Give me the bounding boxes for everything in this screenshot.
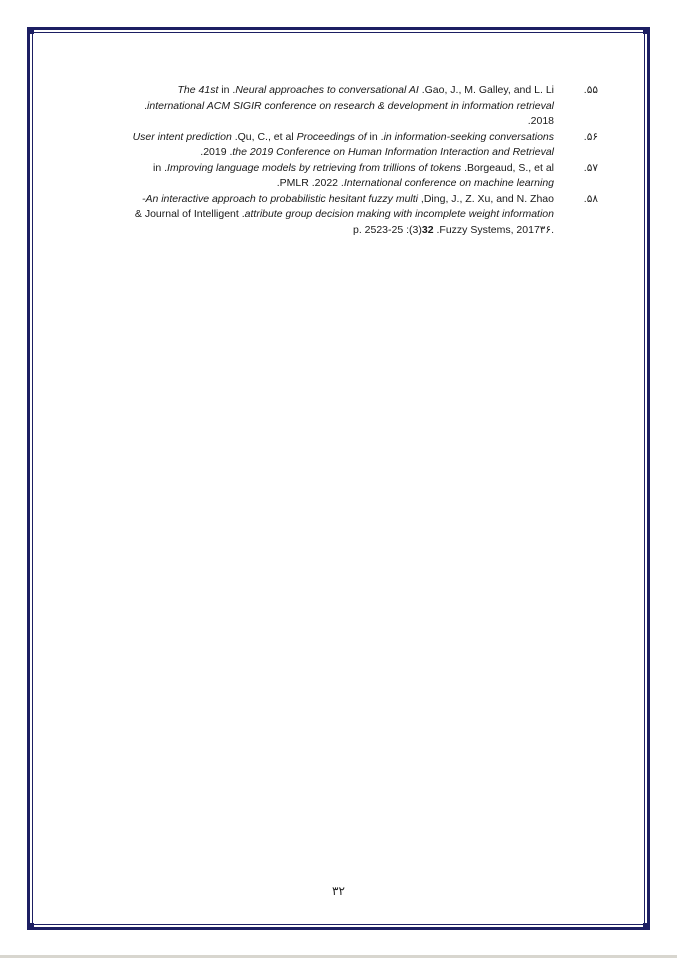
reference-number: .۵۵ <box>583 84 598 96</box>
reference-item <box>70 83 598 130</box>
reference-item <box>70 130 598 161</box>
reference-text-segment: User intent prediction <box>132 130 232 143</box>
reference-text-segment: international ACM SIGIR conference on research & development in information retrieval <box>147 99 554 112</box>
reference-text-segment: The 41st <box>177 84 219 96</box>
reference-text-segment: . in <box>218 84 236 96</box>
reference-text-segment: .۳۶ <box>539 223 554 236</box>
page-number: ۳۲ <box>332 884 345 898</box>
reference-line <box>70 114 554 130</box>
reference-text-segment: . Journal of Intelligent & <box>134 208 245 220</box>
reference-number: .۵۶ <box>583 130 598 143</box>
border-corner-bottom-right <box>643 923 648 928</box>
reference-line <box>70 176 554 192</box>
reference-text-segment: . 2019. <box>200 146 233 158</box>
border-corner-top-right <box>643 29 648 34</box>
reference-number: .۵۸ <box>583 192 598 205</box>
reference-text-segment: Qu, C., et al. <box>231 130 297 143</box>
reference-line <box>70 192 554 208</box>
border-corner-top-left <box>29 29 34 34</box>
reference-text-segment: Improving language models by retrieving from trillions of tokens <box>167 161 462 174</box>
reference-text-segment: Gao, J., M. Galley, and L. Li. <box>418 84 554 96</box>
reference-text-segment: . in <box>153 161 168 174</box>
reference-text-segment: Ding, J., Z. Xu, and N. Zhao, <box>418 192 554 205</box>
reference-text-segment: International conference on machine learning <box>343 177 554 189</box>
reference-line <box>70 223 554 239</box>
reference-text-segment: the 2019 Conference on Human Information Interaction and Retrieval <box>232 146 554 158</box>
reference-text-segment: . in <box>366 130 384 143</box>
reference-line <box>70 130 554 146</box>
border-corner-bottom-left <box>29 923 34 928</box>
reference-text-segment: Neural approaches to conversational AI <box>235 84 419 96</box>
reference-text-segment: Fuzzy Systems, 2017. <box>433 223 540 236</box>
reference-number: .۵۷ <box>583 161 598 174</box>
reference-item <box>70 161 598 192</box>
reference-line <box>70 83 554 99</box>
reference-line <box>70 207 554 223</box>
reference-text-segment: An interactive approach to probabilistic hesitant fuzzy multi- <box>141 192 418 205</box>
reference-text-segment: attribute group decision making with incomplete weight information <box>244 208 554 220</box>
reference-text-segment: . 2022. PMLR. <box>276 177 344 189</box>
reference-line <box>70 145 554 161</box>
reference-line <box>70 99 554 115</box>
reference-text-segment: in information-seeking conversations <box>383 130 554 143</box>
reference-text-segment: Borgeaud, S., et al. <box>461 161 554 174</box>
reference-text-segment: Proceedings of <box>296 130 367 143</box>
reference-item <box>70 192 598 239</box>
reference-text-segment: 32 <box>421 223 434 236</box>
reference-list <box>70 83 598 238</box>
reference-text-segment: (3): p. 2523-25 <box>352 223 422 236</box>
reference-text-segment: . <box>144 99 148 112</box>
reference-text-segment: 2018. <box>527 115 554 127</box>
reference-line <box>70 161 554 177</box>
